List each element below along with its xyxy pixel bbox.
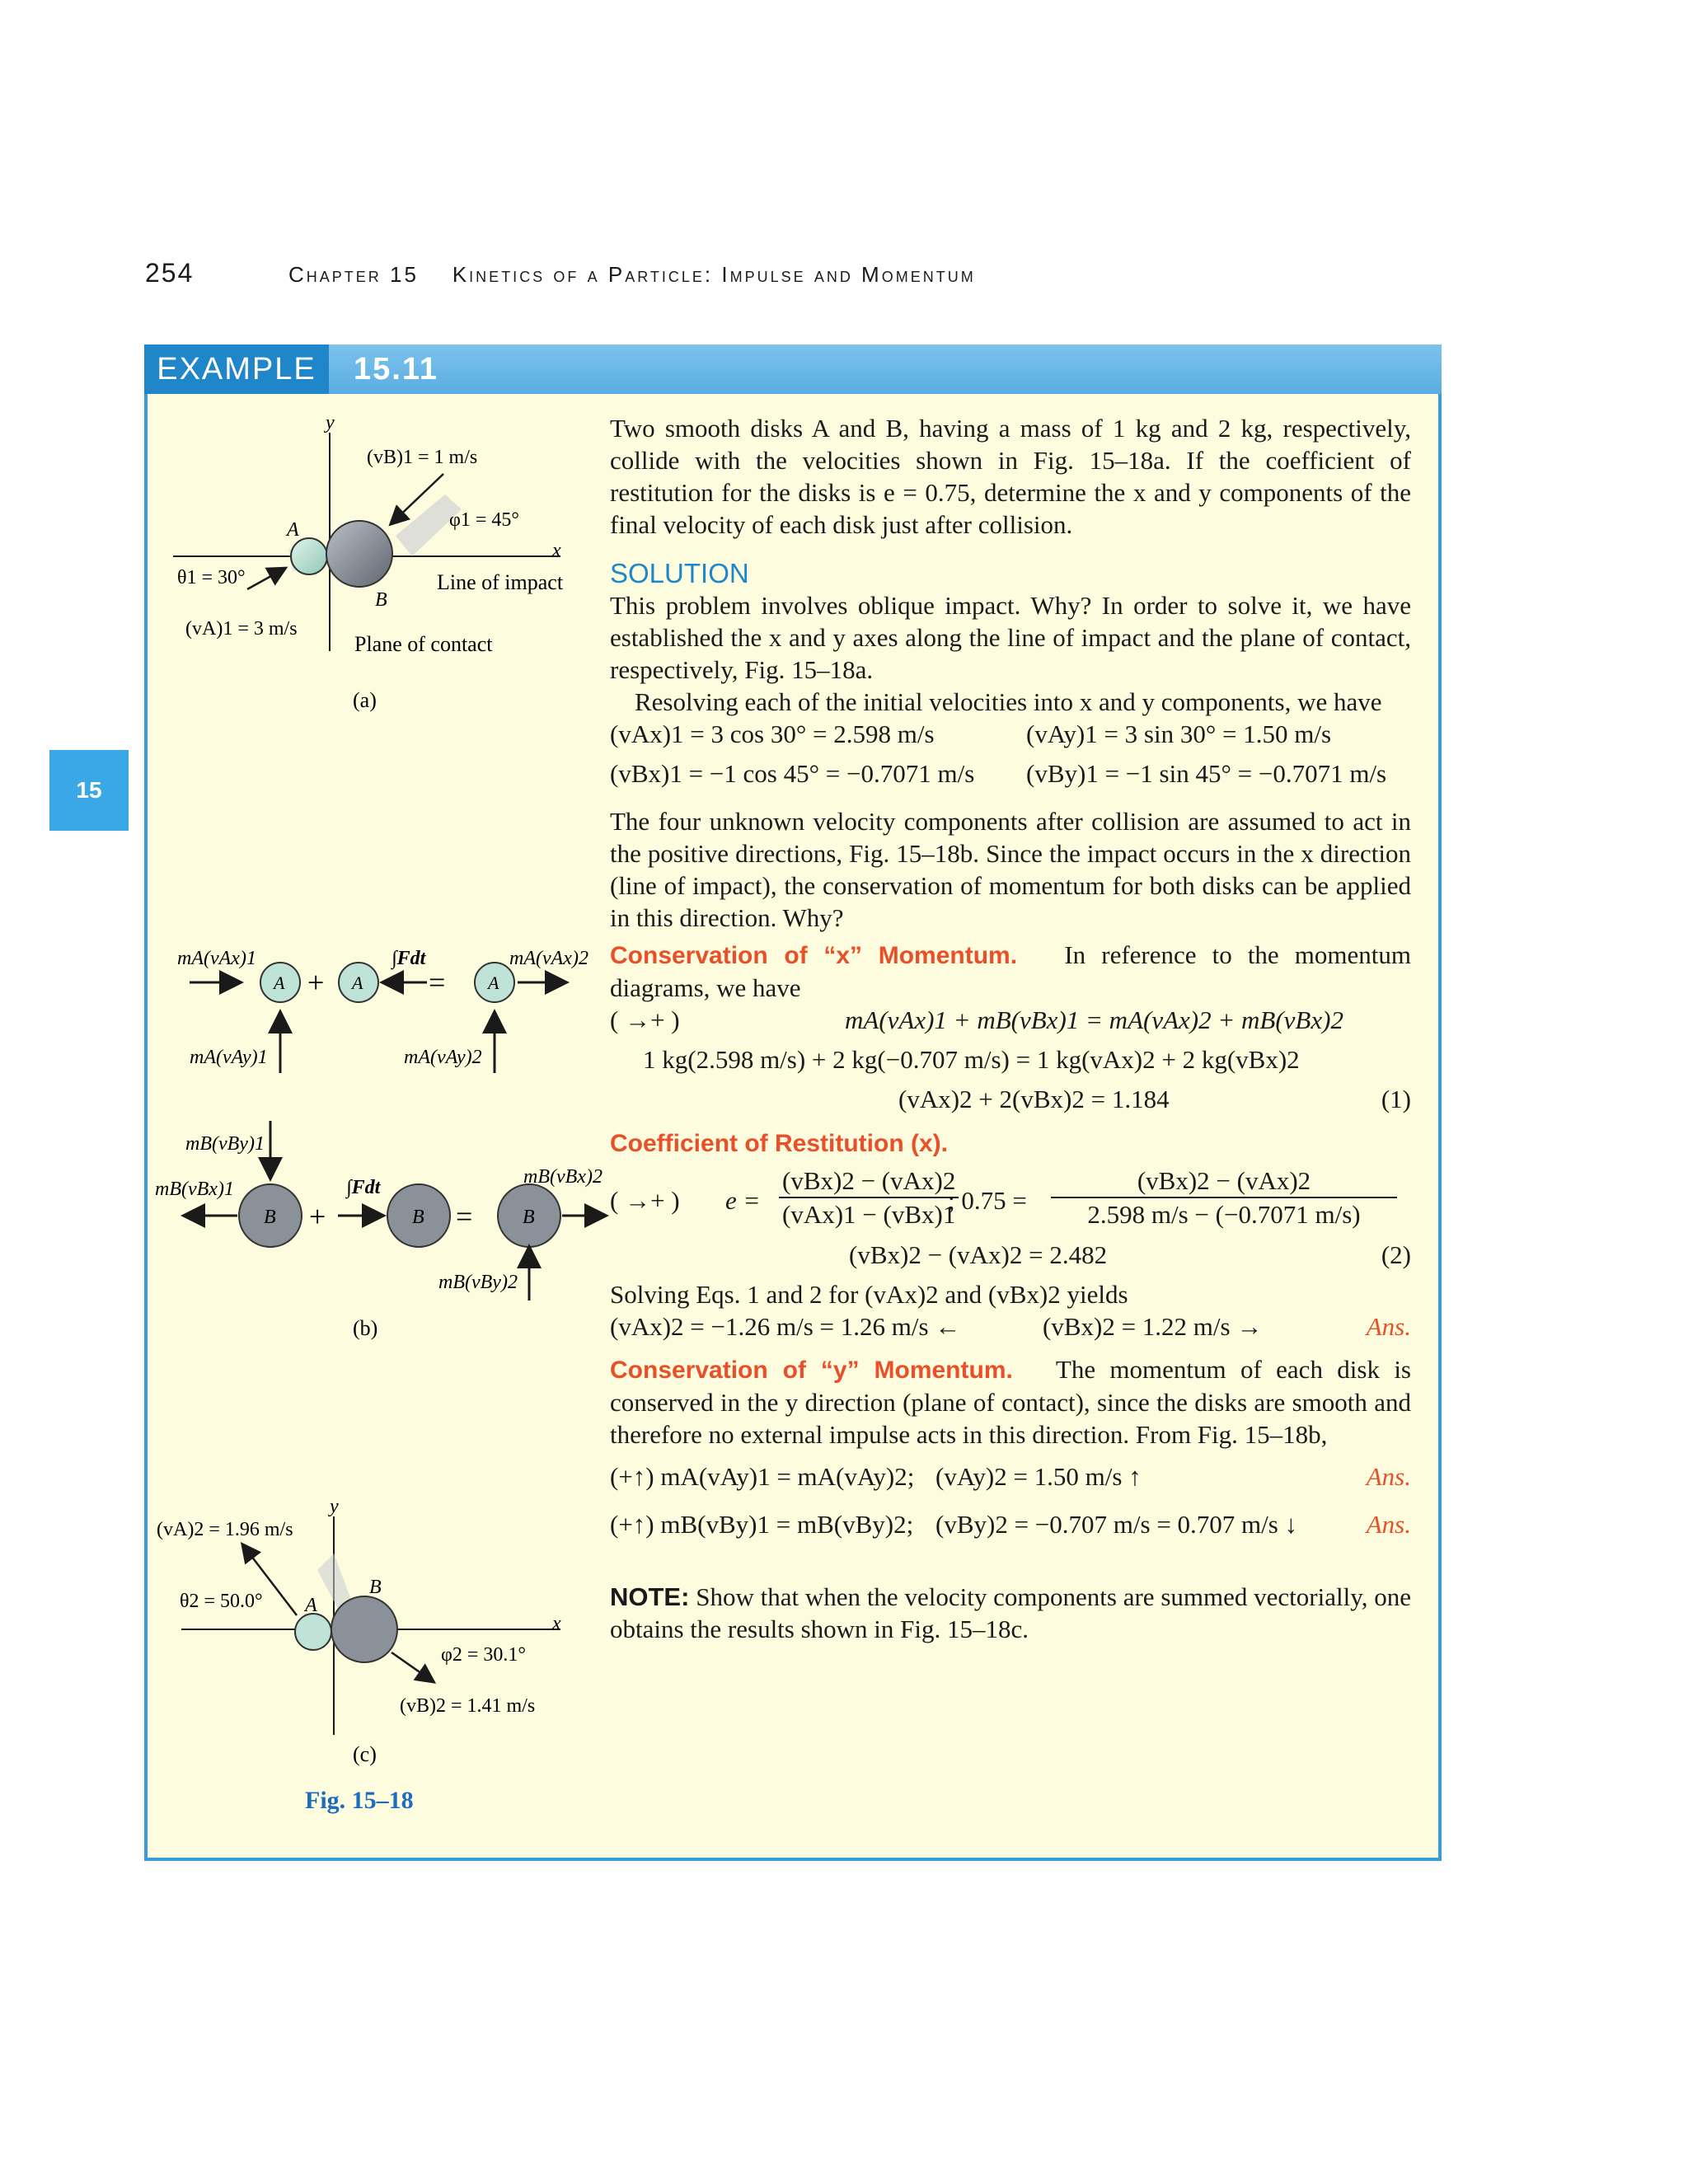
equals-sign-b: =	[456, 1200, 473, 1233]
paragraph-solving: Solving Eqs. 1 and 2 for (vAx)2 and (vBx)2 yields	[610, 1280, 1128, 1309]
note-label: NOTE:	[610, 1582, 690, 1611]
caption-a: (a)	[353, 688, 377, 712]
disk-a-final-label: A	[488, 972, 499, 993]
label-b: B	[375, 589, 387, 611]
eq-number-2: (2)	[1381, 1240, 1411, 1269]
eq-vay1: (vAy)1 = 3 sin 30° = 1.50 m/s	[1026, 719, 1332, 748]
eq-momentum-2: 1 kg(2.598 m/s) + 2 kg(−0.707 m/s) = 1 kg(vAx)2 + 2 kg(vBx)2	[643, 1045, 1300, 1074]
equals-sign-a: =	[429, 966, 446, 999]
mb-vby1-label: mB(vBy)1	[185, 1133, 265, 1155]
line-of-impact-label: Line of impact	[437, 570, 564, 594]
solution-heading: SOLUTION	[610, 558, 749, 588]
velocity-a-arrow	[247, 569, 284, 589]
disk-b	[326, 521, 392, 587]
y-eq-b	[610, 1508, 1411, 1556]
disk-a-impulse-label: A	[352, 972, 363, 993]
eq-vax1: (vAx)1 = 3 cos 30° = 2.598 m/s	[610, 719, 935, 748]
ans-label-2: Ans.	[1366, 1462, 1411, 1491]
chapter-label: Chapter 15	[288, 262, 419, 287]
axis-x-label: x	[552, 540, 561, 561]
disk-b-initial-label: B	[264, 1207, 276, 1228]
label-b-c: B	[369, 1577, 382, 1598]
va2-label: (vA)2 = 1.96 m/s	[157, 1519, 293, 1540]
example-banner	[144, 344, 1442, 394]
paragraph-unknowns: The four unknown velocity components after collision are assumed to act in the positive directions, Fig. 15–18b. Since the impact occurs in the x direction (line of impact), the conservation of momentum for both disks can be applied in this direction. Why?	[610, 807, 1411, 932]
theta2-label: θ2 = 50.0°	[180, 1591, 263, 1612]
va1-label: (vA)1 = 3 m/s	[185, 618, 298, 640]
result-row	[610, 1310, 1411, 1350]
note-text: Show that when the velocity components are summed vectorially, one obtains the results shown in Fig. 15–18c.	[610, 1582, 1411, 1643]
e-equals: e =	[725, 1186, 761, 1215]
theta1-label: θ1 = 30°	[177, 567, 246, 588]
axis-y-label-c: y	[330, 1496, 339, 1517]
ma-vax2-label: mA(vAx)2	[509, 948, 588, 969]
eq-y-b-right: (vBy)2 = −0.707 m/s = 0.707 m/s ↓	[935, 1510, 1298, 1539]
e-fraction-2	[1051, 1165, 1397, 1230]
eq-vbx1: (vBx)1 = −1 cos 45° = −0.7071 m/s	[610, 759, 975, 788]
sign-x-1: ( →+ )	[610, 1005, 680, 1034]
heading-restitution: Coefficient of Restitution (x).	[610, 1130, 948, 1157]
eq-momentum-3: (vAx)2 + 2(vBx)2 = 1.184	[898, 1085, 1170, 1113]
velocity-b2-arrow	[392, 1652, 433, 1681]
eq-number-1: (1)	[1381, 1085, 1411, 1113]
figure-label: Fig. 15–18	[305, 1787, 414, 1814]
figure-c	[148, 1496, 610, 1784]
ma-vax1-label: mA(vAx)1	[177, 948, 256, 969]
example-text	[610, 412, 1411, 1645]
eq-restitution: (vBx)2 − (vAx)2 = 2.482	[849, 1240, 1108, 1269]
plus-sign-a: +	[307, 966, 325, 999]
phi1-label: φ1 = 45°	[449, 509, 519, 531]
sign-x-2: ( →+ )	[610, 1186, 680, 1215]
plane-of-contact-label: Plane of contact	[354, 632, 493, 656]
result-vbx2: (vBx)2 = 1.22 m/s →	[1043, 1312, 1263, 1341]
e-denominator-2: 2.598 m/s − (−0.7071 m/s)	[1087, 1200, 1361, 1229]
momentum-eq-1	[610, 1004, 1411, 1043]
caption-b: (b)	[353, 1316, 378, 1340]
paragraph-xmom-text: In reference to the momentum diagrams, we have	[610, 940, 1411, 1002]
figure-a	[148, 412, 610, 725]
eq-vby1: (vBy)1 = −1 sin 45° = −0.7071 m/s	[1026, 759, 1387, 788]
chapter-tab[interactable]: 15	[49, 750, 129, 831]
vb2-label: (vB)2 = 1.41 m/s	[400, 1695, 536, 1717]
plus-sign-b: +	[309, 1200, 326, 1233]
phi2-label: φ2 = 30.1°	[441, 1644, 526, 1666]
eq-momentum-1: mA(vAx)1 + mB(vBx)1 = mA(vAx)2 + mB(vBx)2	[845, 1005, 1343, 1034]
ma-vay2-label: mA(vAy)2	[404, 1047, 482, 1068]
note	[610, 1581, 1411, 1645]
equation-row-a	[610, 718, 1411, 757]
mb-vbx2-label: mB(vBx)2	[523, 1166, 603, 1188]
running-head	[288, 262, 976, 288]
page-number: 254	[145, 258, 195, 288]
disk-a-initial-label: A	[274, 972, 285, 993]
mb-vby2-label: mB(vBy)2	[438, 1272, 518, 1293]
paragraph-ymom	[610, 1353, 1411, 1451]
disk-b-final-label: B	[523, 1207, 535, 1228]
problem-statement: Two smooth disks A and B, having a mass of 1 kg and 2 kg, respectively, collide with the velocities shown in Fig. 15–18a. If the coefficient of restitution for the disks is e = 0.75, determine the x and y components of the final velocity of each disk just after collision.	[610, 414, 1411, 539]
mb-vbx1-label: mB(vBx)1	[155, 1179, 234, 1200]
e-numerator-2: (vBx)2 − (vAx)2	[1051, 1165, 1397, 1198]
ans-label-1: Ans.	[1366, 1312, 1411, 1341]
axis-y-label: y	[326, 412, 335, 434]
restitution-eq	[610, 1165, 1411, 1239]
axis-x-label-c: x	[552, 1613, 561, 1634]
chapter-title: Kinetics of a Particle: Impulse and Momentum	[452, 262, 976, 287]
ma-vay1-label: mA(vAy)1	[190, 1047, 268, 1068]
y-eq-a	[610, 1460, 1411, 1508]
momentum-eq-2	[610, 1043, 1411, 1083]
example-number: 15.11	[354, 352, 438, 387]
eq-y-a-right: (vAy)2 = 1.50 m/s ↑	[935, 1462, 1142, 1491]
paragraph-oblique: This problem involves oblique impact. Why? In order to solve it, we have established the x and y axes along the line of impact and the plane of contact, respectively, Fig. 15–18a.	[610, 591, 1411, 684]
disk-b-impulse-label: B	[412, 1207, 424, 1228]
paragraph-resolve: Resolving each of the initial velocities into x and y components, we have	[635, 687, 1382, 716]
disk-a-c	[295, 1614, 331, 1650]
disk-b-c	[331, 1596, 397, 1662]
e-value: ; 0.75 =	[948, 1186, 1027, 1215]
heading-x-momentum: Conservation of “x” Momentum.	[610, 942, 1018, 969]
ans-label-3: Ans.	[1366, 1510, 1411, 1539]
equation-row-b	[610, 757, 1411, 797]
label-a-c: A	[305, 1595, 317, 1616]
figure-b	[148, 931, 610, 1352]
vb1-label: (vB)1 = 1 m/s	[367, 447, 478, 468]
eq-y-b-left: (+↑) mB(vBy)1 = mB(vBy)2;	[610, 1510, 914, 1539]
paragraph-xmom	[610, 939, 1411, 1004]
impulse-b-label: ∫Fdt	[346, 1177, 381, 1198]
e-fraction	[779, 1165, 959, 1230]
heading-y-momentum: Conservation of “y” Momentum.	[610, 1357, 1013, 1384]
e-numerator: (vBx)2 − (vAx)2	[779, 1165, 959, 1198]
example-label: EXAMPLE	[144, 344, 329, 394]
caption-c: (c)	[353, 1742, 377, 1766]
paragraph-ymom-text: The momentum of each disk is conserved in the y direction (plane of contact), since the disks are smooth and therefore no external impulse acts in this direction. From Fig. 15–18b,	[610, 1355, 1411, 1449]
result-vax2: (vAx)2 = −1.26 m/s = 1.26 m/s ←	[610, 1312, 961, 1341]
label-a: A	[287, 519, 299, 541]
momentum-eq-3	[610, 1083, 1411, 1122]
disk-a	[291, 538, 327, 574]
e-denominator: (vAx)1 − (vBx)1	[782, 1200, 956, 1229]
eq-y-a-left: (+↑) mA(vAy)1 = mA(vAy)2;	[610, 1462, 915, 1491]
restitution-result	[610, 1239, 1411, 1278]
impulse-a-label: ∫Fdt	[392, 948, 426, 969]
